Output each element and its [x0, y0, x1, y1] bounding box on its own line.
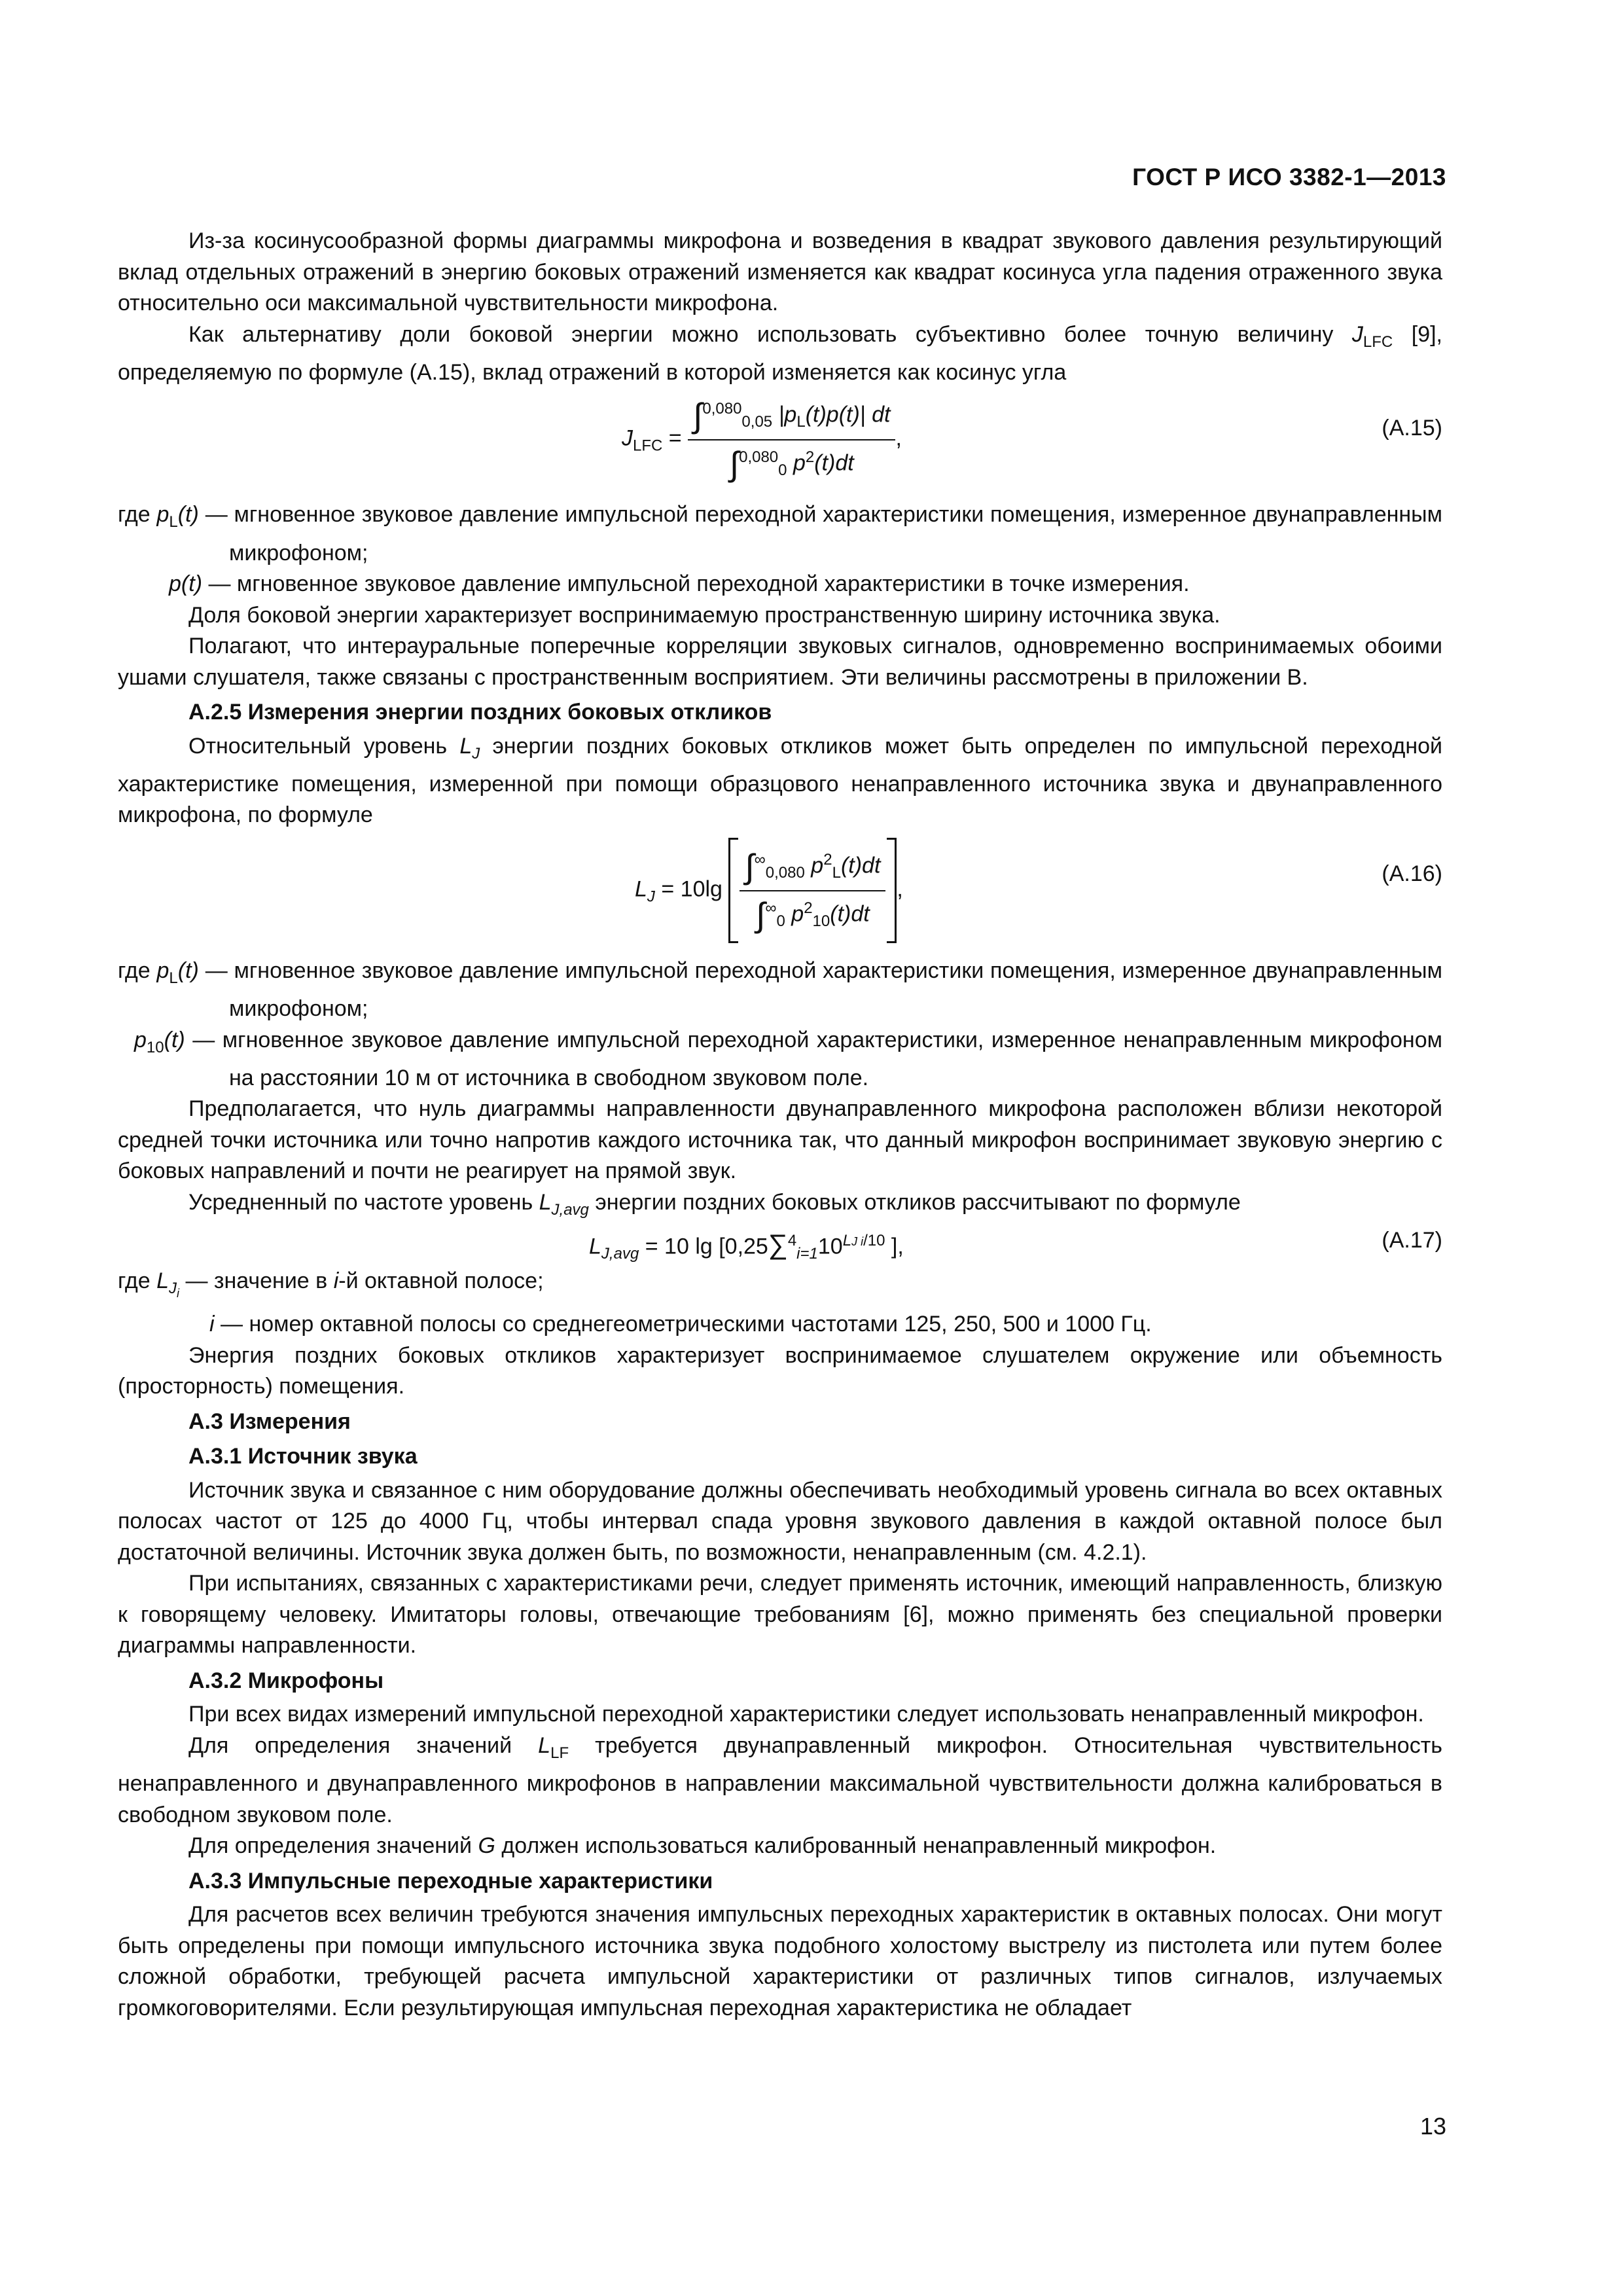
symbol: p	[156, 502, 169, 528]
integral-lower: 0	[778, 461, 787, 480]
paragraph-text: энергии поздних боковых откликов может быть определен по импульсной переходной характеристике помещения, измеренной при помощи образцового ненаправленного источника звука и двунаправленного микрофона, по формуле	[118, 733, 1442, 828]
formula-eq: = 10 lg [0,25	[645, 1234, 768, 1259]
symbol-arg: (t)	[177, 958, 199, 983]
paragraph: Из-за косинусообразной формы диаграммы микрофона и возведения в квадрат звукового давления результирующий вклад отдельных отражений в энергию боковых отражений изменяется как квадрат косинуса угла падения отраженного звука относительно оси максимальной чувствительности микрофона.	[118, 228, 1442, 315]
definition-text: — мгновенное звуковое давление импульсной переходной характеристики помещения, измеренное двунаправленным микрофоном;	[198, 958, 1442, 1022]
formula-lhs-sub: J	[647, 888, 655, 906]
den-rest: (t)dt	[814, 450, 854, 476]
sum-upper: 4	[787, 1232, 797, 1250]
where-word: где	[118, 1268, 157, 1294]
paragraph	[118, 731, 1442, 831]
paragraph	[118, 319, 1442, 389]
symbol-arg: (t)	[181, 571, 203, 597]
paragraph-text: должен использоваться калиброванный ненаправленный микрофон.	[495, 1833, 1217, 1859]
formula-a15	[118, 388, 1442, 499]
paragraph-text: Как альтернативу доли боковой энергии можно использовать субъективно более точную величину	[188, 321, 1352, 347]
integral-sign: ∫	[729, 445, 740, 484]
symbol: p	[134, 1027, 147, 1052]
exp-sub: J i	[851, 1235, 864, 1249]
power-base: 10	[817, 1234, 843, 1259]
symbol: i	[333, 1268, 339, 1294]
equals-sign: =	[668, 425, 688, 451]
symbol-sub: L	[169, 513, 178, 531]
integral-sign: ∫	[756, 895, 766, 934]
den-sup: 2	[804, 899, 813, 917]
paragraph-text: [9], определяемую по формуле (А.15), вклад отражений в которой изменяется как косинус угла	[118, 321, 1442, 385]
fraction	[740, 844, 885, 937]
paragraph: Для расчетов всех величин требуются значения импульсных переходных характеристик в октавных полосах. Они могут быть определены при помощи импульсного источника звука подобного холостому выстрелу из пистолета или путем более сложной обработки, требующей расчета импульсной характеристики от различных типов сигналов, излучаемых громкоговорителями. Если результирующая импульсная переходная характеристика не обладает	[118, 1902, 1442, 2020]
definition-text: — номер октавной полосы со среднегеометрическими частотами 125, 250, 500 и 1000 Гц.	[214, 1312, 1152, 1337]
section-heading: А.3.1 Источник звука	[188, 1444, 418, 1469]
fraction-denominator	[688, 440, 895, 486]
formula-trail: ,	[895, 425, 902, 451]
formula-a16	[118, 831, 1442, 956]
paragraph-text: Для определения значений	[188, 1732, 539, 1758]
num-expr: |p	[778, 402, 797, 427]
paragraph: Полагают, что интерауральные поперечные корреляции звуковых сигналов, одновременно воспринимаемых обоими ушами слушателя, также связаны с пространственным восприятием. Эти величины рассмотрены в приложении В.	[118, 634, 1442, 690]
fraction-denominator	[740, 891, 885, 937]
paragraph-text: Относительный уровень	[188, 733, 460, 759]
section-heading: А.3 Измерения	[188, 1408, 351, 1434]
fraction-numerator	[740, 844, 885, 891]
section-heading: А.2.5 Измерения энергии поздних боковых откликов	[188, 700, 772, 725]
symbol: p	[156, 958, 169, 983]
symbol: G	[478, 1833, 495, 1859]
symbol-sub: J,avg	[551, 1200, 589, 1219]
paragraph-text: Усредненный по частоте уровень	[188, 1189, 539, 1215]
num-rest: (t)dt	[840, 853, 881, 878]
integral-upper: ∞	[754, 850, 766, 869]
symbol: L	[538, 1732, 551, 1758]
document-body	[118, 226, 1442, 2024]
formula-eq: = 10lg	[661, 876, 722, 902]
symbol-sub: LFC	[1363, 332, 1393, 351]
section-heading: А.3.3 Импульсные переходные характеристики	[188, 1868, 713, 1893]
definition	[118, 1025, 1442, 1094]
symbol: L	[156, 1268, 169, 1294]
symbol-arg: (t)	[177, 502, 199, 528]
paragraph	[118, 1187, 1442, 1225]
integral-upper: 0,080	[702, 400, 742, 418]
num-rest: (t)p(t)| dt	[805, 402, 891, 427]
symbol-sub-text: J	[169, 1280, 177, 1298]
definition	[118, 499, 1442, 569]
paragraph: Предполагается, что нуль диаграммы направленности двунаправленного микрофона расположен вблизи некоторой средней точки источника или точно напротив каждого источника так, что данный микрофон воспринимает звуковую энергию с боковых направлений и почти не реагирует на прямой звук.	[118, 1096, 1442, 1184]
paragraph: При испытаниях, связанных с характеристиками речи, следует применять источник, имеющий направленность, близкую к говорящему человеку. Имитаторы головы, отвечающие требованиям [6], можно применять без специальной проверки диаграммы направленности.	[118, 1571, 1442, 1659]
symbol: p	[169, 571, 181, 597]
formula-lhs: J	[622, 425, 633, 451]
formula-lhs: L	[635, 876, 647, 902]
definition	[118, 569, 1442, 600]
sum-lower: i=1	[796, 1245, 818, 1263]
den-rest: (t)dt	[830, 901, 870, 926]
num-sub: L	[796, 413, 806, 431]
paragraph-text: Для определения значений	[188, 1833, 478, 1859]
symbol-sub: J	[472, 744, 480, 762]
document-standard-header: ГОСТ Р ИСО 3382-1—2013	[1132, 164, 1446, 190]
integral-upper: ∞	[765, 899, 777, 917]
num-sup: 2	[823, 850, 832, 869]
page-number: 13	[1419, 2113, 1446, 2140]
symbol: i	[209, 1312, 215, 1337]
section-heading: А.3.2 Микрофоны	[188, 1668, 384, 1693]
sum-sign: ∑	[768, 1229, 788, 1260]
where-word: где	[118, 502, 157, 528]
integral-upper: 0,080	[739, 448, 779, 466]
formula-number: (А.17)	[1382, 1228, 1442, 1253]
integral-lower: 0,05	[741, 413, 773, 431]
definition	[118, 1309, 1442, 1340]
den-expr: p	[793, 450, 806, 476]
definition-text: — мгновенное звуковое давление импульсной переходной характеристики в точке измерения.	[202, 571, 1190, 597]
symbol-arg: (t)	[164, 1027, 185, 1052]
symbol: L	[539, 1189, 552, 1215]
formula-number: (А.15)	[1382, 416, 1442, 441]
power-exponent	[843, 1232, 885, 1249]
symbol: L	[459, 733, 473, 759]
paragraph: Доля боковой энергии характеризует воспринимаемую пространственную ширину источника звука.	[188, 602, 1221, 628]
exp-var: L	[842, 1232, 852, 1250]
symbol-sub: LF	[550, 1744, 569, 1762]
formula-trail: ,	[897, 876, 903, 902]
paragraph: Энергия поздних боковых откликов характеризует воспринимаемое слушателем окружение или объемность (просторность) помещения.	[118, 1342, 1442, 1399]
paragraph	[118, 1731, 1442, 1831]
formula-lhs-sub: J,avg	[601, 1245, 639, 1263]
paragraph: Источник звука и связанное с ним оборудование должны обеспечивать необходимый уровень сигнала во всех октавных полосах частот от 125 до 4000 Гц, чтобы интервал спада уровня звукового давления в каждой октавной полосе был достаточной величины. Источник звука должен быть, по возможности, ненаправленным (см. 4.2.1).	[118, 1477, 1442, 1565]
symbol-sub-index: i	[177, 1286, 179, 1300]
integral-sign: ∫	[693, 397, 703, 435]
integral-lower: 0,080	[765, 864, 805, 882]
definition-text: — мгновенное звуковое давление импульсной переходной характеристики, измеренное ненаправленным микрофоном на расстоянии 10 м от источника в свободном звуковом поле.	[185, 1027, 1442, 1090]
fraction-numerator	[688, 393, 895, 440]
den-sup: 2	[805, 448, 815, 466]
symbol-sub: 10	[146, 1038, 164, 1056]
formula-body	[589, 1225, 904, 1270]
symbol-sub: L	[169, 969, 178, 987]
paragraph-text: энергии поздних боковых откликов рассчитывают по формуле	[588, 1189, 1241, 1215]
symbol-sub	[169, 1280, 179, 1300]
formula-lhs: L	[589, 1234, 601, 1259]
fraction	[688, 393, 895, 486]
exp-rest: /10	[863, 1232, 885, 1250]
den-expr: p	[791, 901, 804, 926]
square-bracket	[728, 838, 897, 943]
definition	[118, 1266, 1442, 1309]
integral-lower: 0	[776, 912, 785, 930]
paragraph: При всех видах измерений импульсной переходной характеристики следует использовать ненаправленный микрофон.	[188, 1702, 1424, 1727]
formula-a17	[118, 1225, 1442, 1266]
num-sub: L	[832, 864, 841, 882]
formula-lhs-sub: LFC	[633, 437, 663, 455]
den-sub: 10	[812, 912, 830, 930]
paragraph-text: требуется двунаправленный микрофон. Относительная чувствительность ненаправленного и двунаправленного микрофонов в направлении максимальной чувствительности должна калиброваться в свободном звуковом поле.	[118, 1732, 1442, 1827]
where-word: где	[118, 958, 157, 983]
definition	[118, 956, 1442, 1025]
formula-body	[622, 393, 902, 486]
definition-text: -й октавной полосе;	[338, 1268, 544, 1294]
paragraph	[118, 1831, 1442, 1862]
definition-text: — значение в	[179, 1268, 334, 1294]
integral-sign: ∫	[745, 848, 755, 886]
formula-body	[635, 838, 903, 943]
num-expr: p	[811, 853, 824, 878]
symbol: J	[1351, 321, 1363, 347]
definition-text: — мгновенное звуковое давление импульсной переходной характеристики помещения, измеренное двунаправленным микрофоном;	[198, 502, 1442, 565]
formula-trail: ],	[885, 1234, 904, 1259]
formula-number: (А.16)	[1382, 861, 1442, 886]
